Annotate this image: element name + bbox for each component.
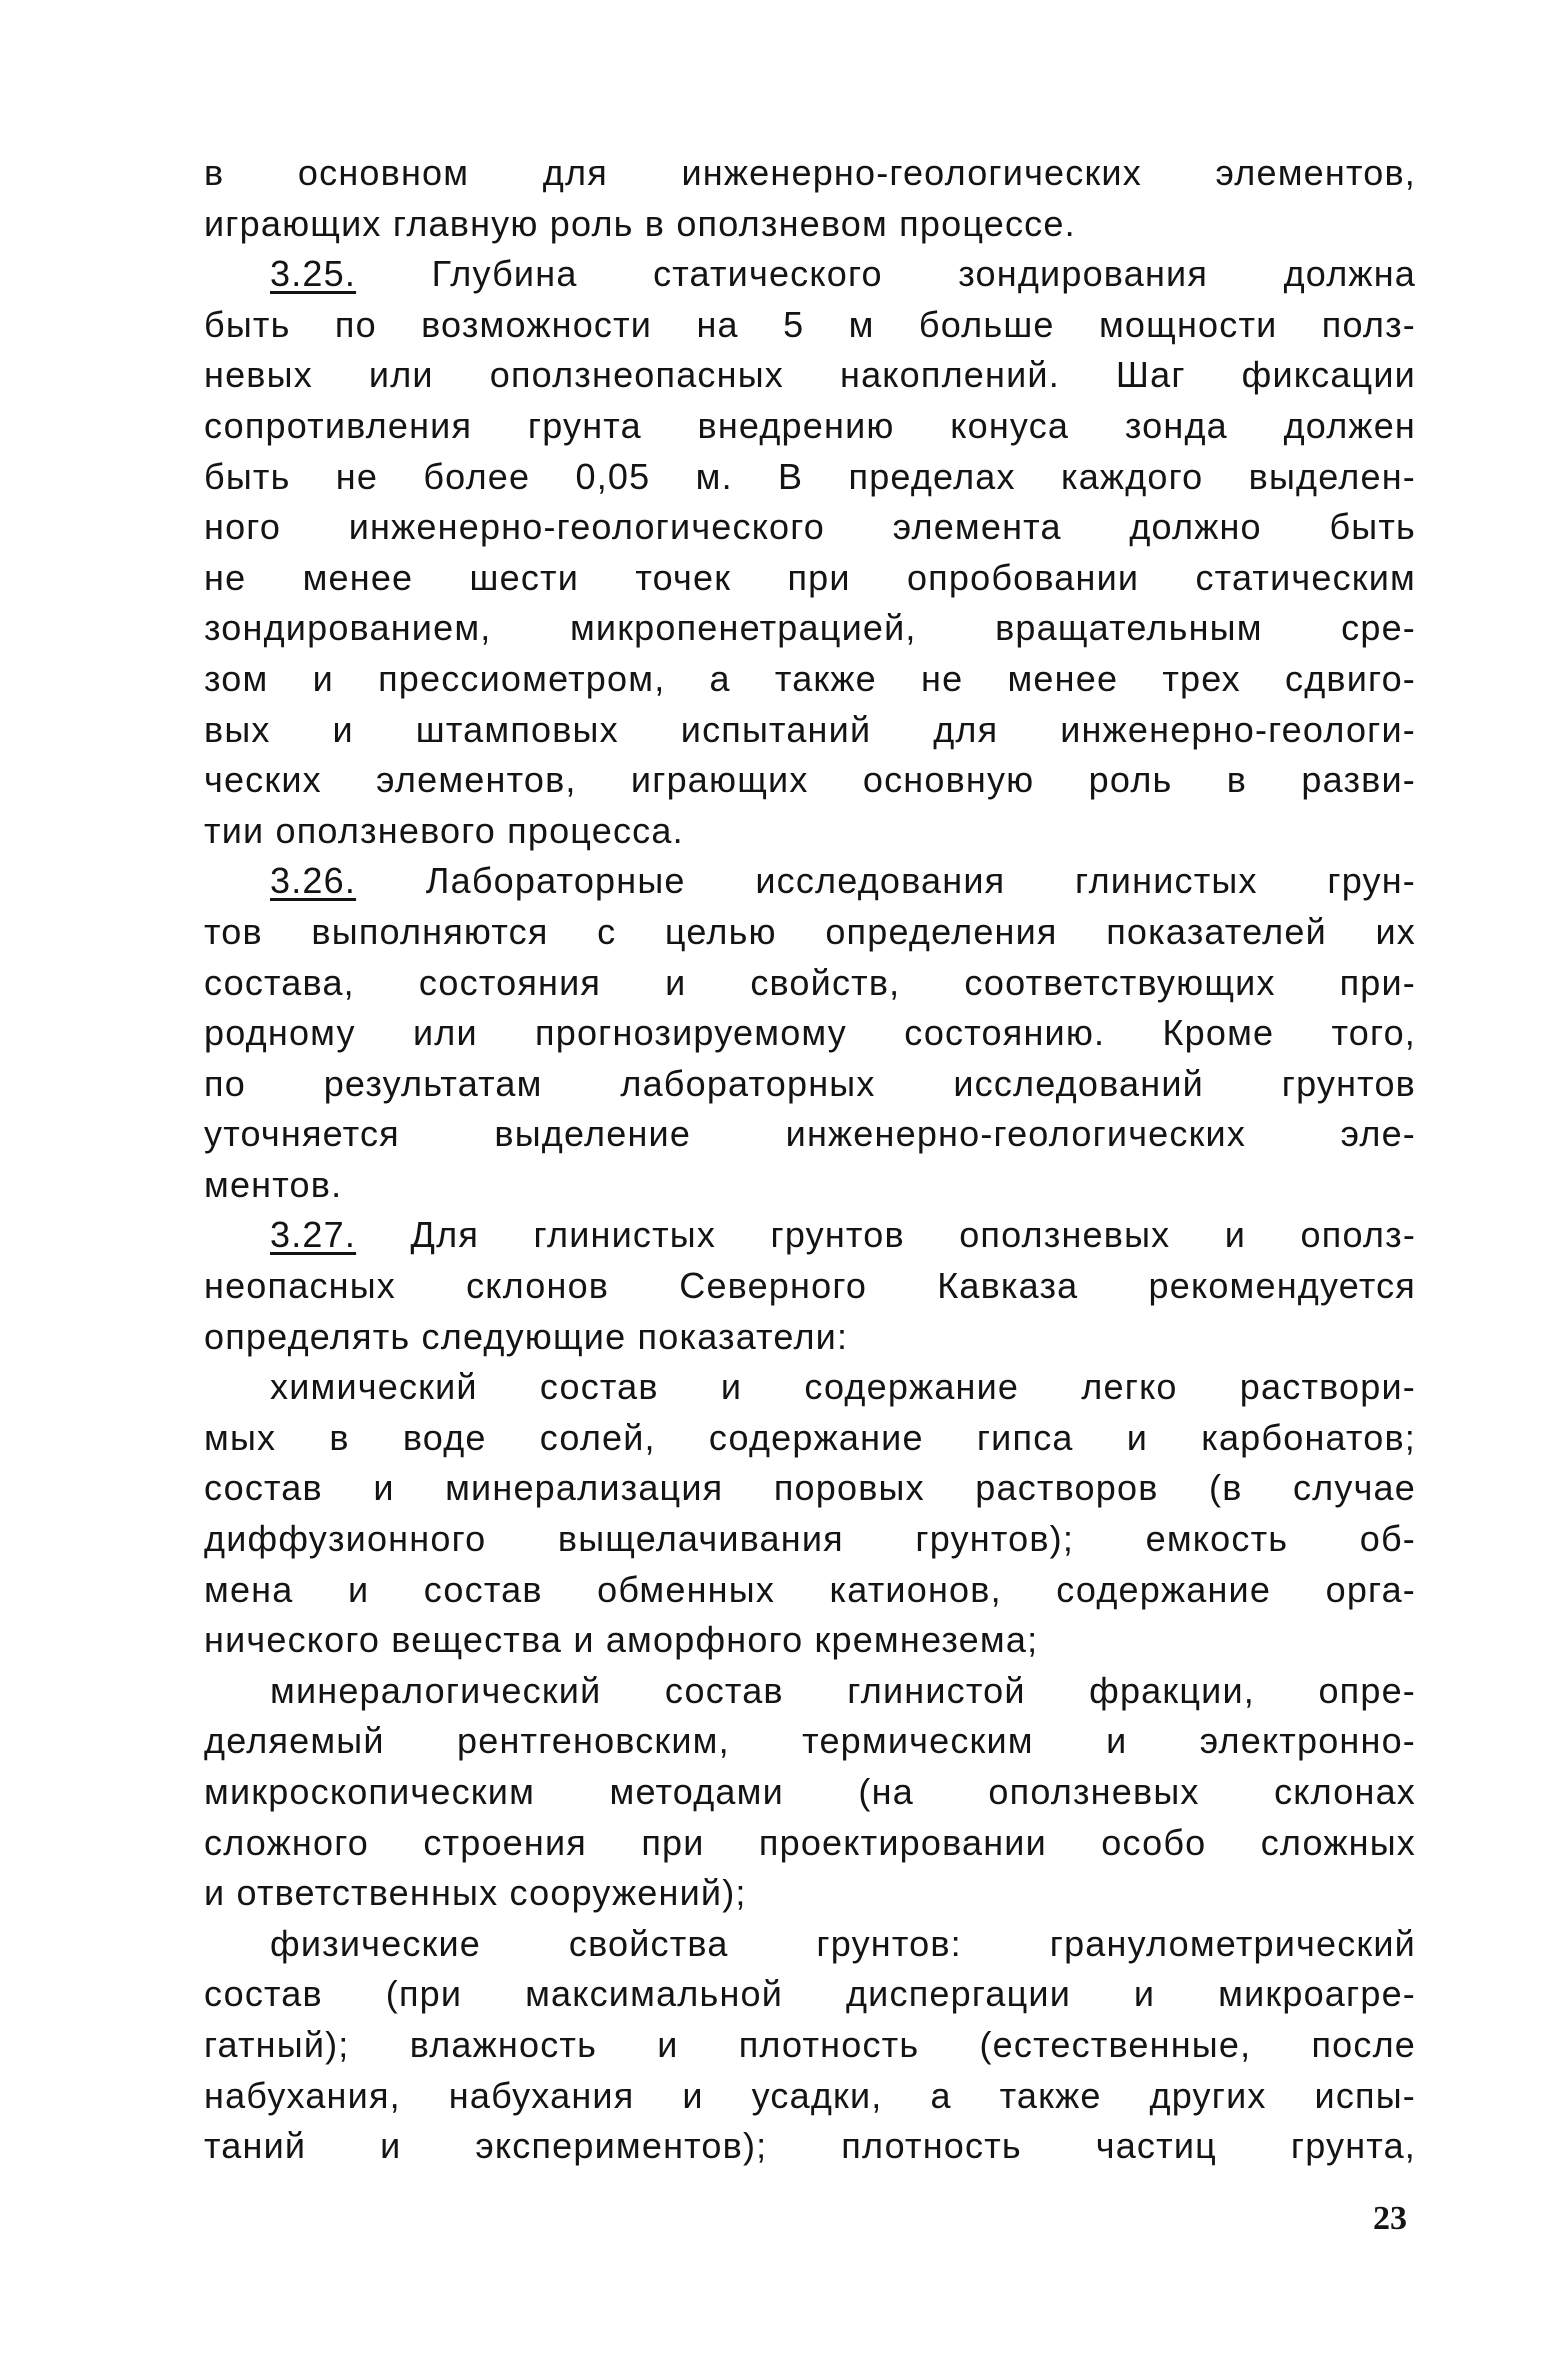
list-item-line: физические свойства грунтов: гранулометрический: [270, 1922, 1416, 1964]
text-line: микроскопическим методами (на оползневых склонах: [204, 1771, 1416, 1812]
text-line: состав (при максимальной диспергации и микроагре-: [204, 1973, 1416, 2015]
list-item-line: минералогический состав глинистой фракции, опре-: [270, 1669, 1416, 1711]
text-line: зондированием, микропенетрацией, вращательным сре-: [204, 607, 1416, 649]
section-number: 3.25.: [270, 253, 357, 295]
text-line: уточняется выделение инженерно-геологических эле-: [204, 1113, 1416, 1155]
section-number: 3.27.: [270, 1214, 357, 1256]
text-line: сложного строения при проектировании особо сложных: [204, 1821, 1416, 1863]
section-heading-line: [204, 1210, 1416, 1261]
text-line: нического вещества и аморфного кремнезема;: [204, 1619, 1039, 1661]
text-line: тов выполняются с целью определения показателей их: [204, 910, 1416, 952]
text-line: по результатам лабораторных исследований грунтов: [204, 1062, 1416, 1104]
text-line: тии оползневого процесса.: [204, 809, 684, 851]
text-line: гатный); влажность и плотность (естественные, после: [204, 2023, 1416, 2065]
text-line: играющих главную роль в оползневом процессе.: [204, 202, 1076, 244]
section-heading-line: [204, 856, 1416, 907]
text-line: ментов.: [204, 1163, 343, 1205]
text-line: Глубина статического зондирования должна: [431, 253, 1416, 295]
text-line: неопасных склонов Северного Кавказа рекомендуется: [204, 1265, 1416, 1307]
text-line: мых в воде солей, содержание гипса и карбонатов;: [204, 1416, 1416, 1458]
list-item-line: химический состав и содержание легко раствори-: [270, 1366, 1416, 1408]
text-line: состав и минерализация поровых растворов (в случае: [204, 1467, 1416, 1509]
text-line: диффузионного выщелачивания грунтов); емкость об-: [204, 1518, 1416, 1560]
text-line: вых и штамповых испытаний для инженерно-геологи-: [204, 708, 1416, 750]
text-line: ного инженерно-геологического элемента должно быть: [204, 506, 1416, 548]
text-line: набухания, набухания и усадки, а также других испы-: [204, 2074, 1416, 2116]
text-line: невых или оползнеопасных накоплений. Шаг фиксации: [204, 354, 1416, 396]
text-line: мена и состав обменных катионов, содержание орга-: [204, 1568, 1416, 1610]
text-line: определять следующие показатели:: [204, 1315, 849, 1357]
text-line: деляемый рентгеновским, термическим и электронно-: [204, 1720, 1416, 1762]
text-line: сопротивления грунта внедрению конуса зонда должен: [204, 404, 1416, 446]
text-line: Для глинистых грунтов оползневых и ополз-: [410, 1214, 1417, 1256]
text-line: состава, состояния и свойств, соответствующих при-: [204, 961, 1416, 1003]
text-line: не менее шести точек при опробовании статическим: [204, 556, 1416, 598]
text-line: быть не более 0,05 м. В пределах каждого выделен-: [204, 455, 1416, 497]
text-line: Лабораторные исследования глинистых грун-: [425, 860, 1416, 902]
text-line: ческих элементов, играющих основную роль в разви-: [204, 759, 1416, 801]
section-heading-line: [204, 249, 1416, 300]
text-line: зом и прессиометром, а также не менее трех сдвиго-: [204, 657, 1416, 699]
text-line: родному или прогнозируемому состоянию. Кроме того,: [204, 1012, 1416, 1054]
document-body: [204, 148, 1416, 2172]
page-number: 23: [1373, 2200, 1407, 2237]
text-line: быть по возможности на 5 м больше мощности полз-: [204, 303, 1416, 345]
text-line: в основном для инженерно-геологических элементов,: [204, 152, 1416, 193]
text-line: таний и экспериментов); плотность частиц грунта,: [204, 2125, 1416, 2167]
section-number: 3.26.: [270, 860, 357, 902]
text-line: и ответственных сооружений);: [204, 1872, 747, 1914]
